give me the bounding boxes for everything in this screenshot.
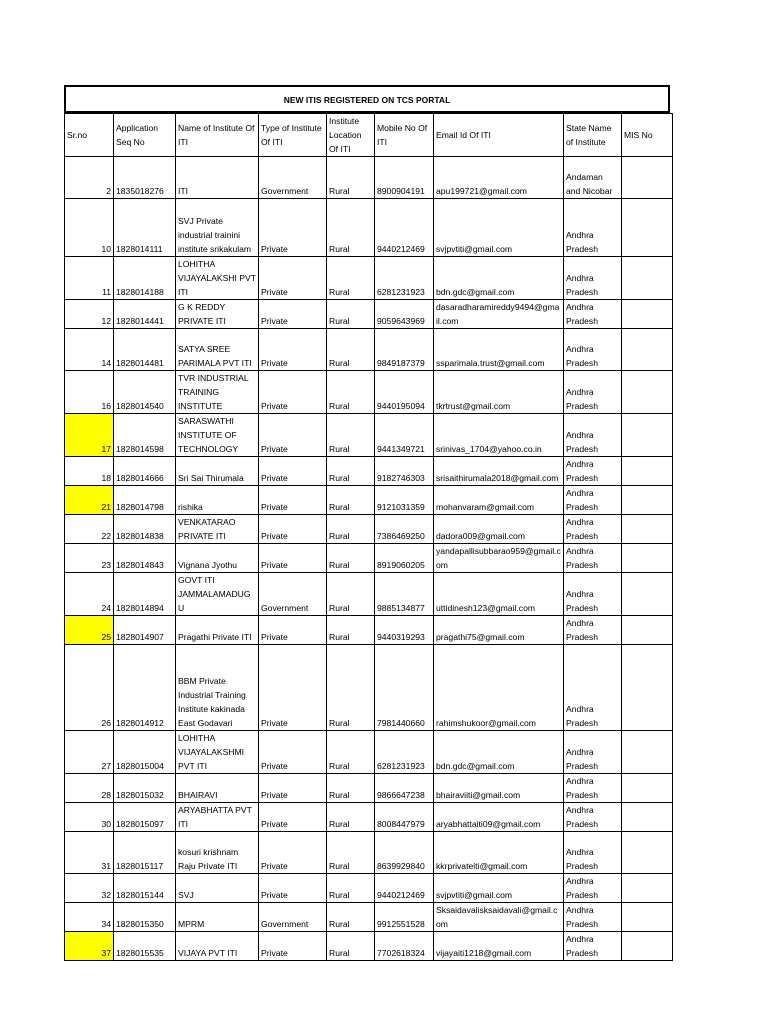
cell-srno: 10 (65, 199, 114, 257)
cell-name: VENKATARAO PRIVATE ITI (176, 515, 259, 544)
cell-email: kkrprivateiti@gmail.com (434, 832, 564, 874)
cell-name: G K REDDY PRIVATE ITI (176, 300, 259, 329)
cell-type: Private (259, 874, 327, 903)
cell-type: Private (259, 774, 327, 803)
table-row (65, 329, 673, 371)
cell-location: Rural (327, 803, 375, 832)
cell-mobile: 9121031359 (375, 486, 434, 515)
cell-seq: 1828014912 (114, 645, 176, 731)
cell-mobile: 9866647238 (375, 774, 434, 803)
cell-email: rahimshukoor@gmail.com (434, 645, 564, 731)
table-row (65, 486, 673, 515)
cell-seq: 1828014540 (114, 371, 176, 414)
cell-type: Government (259, 903, 327, 932)
cell-email: svjpvtiti@gmail.com (434, 874, 564, 903)
cell-name: SVJ Private industrial trainini institute srikakulam (176, 199, 259, 257)
cell-mobile: 6281231923 (375, 731, 434, 774)
cell-seq: 1828014838 (114, 515, 176, 544)
cell-location: Rural (327, 486, 375, 515)
cell-mobile: 8919060205 (375, 544, 434, 573)
header-type: Type of Institute Of ITI (259, 114, 327, 157)
cell-state: Andaman and Nicobar (564, 157, 622, 199)
table-row (65, 544, 673, 573)
sheet-title: NEW ITIS REGISTERED ON TCS PORTAL (64, 85, 670, 113)
table-row (65, 300, 673, 329)
table-row (65, 803, 673, 832)
table-row (65, 774, 673, 803)
cell-location: Rural (327, 932, 375, 961)
cell-state: Andhra Pradesh (564, 300, 622, 329)
cell-seq: 1828015097 (114, 803, 176, 832)
cell-name: VIJAYA PVT ITI (176, 932, 259, 961)
cell-type: Private (259, 544, 327, 573)
cell-type: Private (259, 199, 327, 257)
cell-location: Rural (327, 616, 375, 645)
cell-seq: 1835018276 (114, 157, 176, 199)
cell-state: Andhra Pradesh (564, 544, 622, 573)
cell-srno: 11 (65, 257, 114, 300)
cell-location: Rural (327, 832, 375, 874)
cell-mobile: 8008447979 (375, 803, 434, 832)
cell-seq: 1828015535 (114, 932, 176, 961)
cell-mis (622, 300, 673, 329)
cell-email: tkrtrust@gmail.com (434, 371, 564, 414)
cell-seq: 1828015117 (114, 832, 176, 874)
table-row (65, 731, 673, 774)
cell-type: Private (259, 932, 327, 961)
header-mis: MIS No (622, 114, 673, 157)
cell-seq: 1828014111 (114, 199, 176, 257)
cell-email: svjpvtiti@gmail.com (434, 199, 564, 257)
cell-type: Private (259, 371, 327, 414)
cell-seq: 1828015032 (114, 774, 176, 803)
cell-srno: 37 (65, 932, 114, 961)
cell-type: Private (259, 486, 327, 515)
cell-mobile: 8900904191 (375, 157, 434, 199)
table-body (65, 157, 673, 961)
table-row (65, 371, 673, 414)
cell-seq: 1828014843 (114, 544, 176, 573)
cell-mobile: 9441349721 (375, 414, 434, 457)
cell-mobile: 8639929840 (375, 832, 434, 874)
cell-srno: 28 (65, 774, 114, 803)
cell-mis (622, 515, 673, 544)
cell-srno: 16 (65, 371, 114, 414)
table-row (65, 515, 673, 544)
cell-location: Rural (327, 774, 375, 803)
cell-mis (622, 157, 673, 199)
cell-mis (622, 544, 673, 573)
cell-seq: 1828015144 (114, 874, 176, 903)
cell-email: bdn.gdc@gmail.com (434, 257, 564, 300)
cell-seq: 1828015350 (114, 903, 176, 932)
cell-type: Private (259, 257, 327, 300)
cell-mis (622, 371, 673, 414)
table-row (65, 457, 673, 486)
cell-email: srinivas_1704@yahoo.co.in (434, 414, 564, 457)
cell-name: Pragathi Private ITI (176, 616, 259, 645)
cell-name: kosuri krishnam Raju Private ITI (176, 832, 259, 874)
cell-type: Private (259, 414, 327, 457)
cell-location: Rural (327, 544, 375, 573)
cell-mis (622, 486, 673, 515)
cell-name: SARASWATHI INSTITUTE OF TECHNOLOGY (176, 414, 259, 457)
cell-location: Rural (327, 874, 375, 903)
cell-state: Andhra Pradesh (564, 832, 622, 874)
cell-email: aryabhattaiti09@gmail.com (434, 803, 564, 832)
cell-state: Andhra Pradesh (564, 515, 622, 544)
cell-seq: 1828014894 (114, 573, 176, 616)
cell-location: Rural (327, 199, 375, 257)
cell-mobile: 9059643969 (375, 300, 434, 329)
cell-location: Rural (327, 329, 375, 371)
cell-location: Rural (327, 457, 375, 486)
cell-mis (622, 616, 673, 645)
cell-state: Andhra Pradesh (564, 257, 622, 300)
cell-email: dadora009@gmail.com (434, 515, 564, 544)
cell-mobile: 9912551528 (375, 903, 434, 932)
cell-location: Rural (327, 645, 375, 731)
cell-state: Andhra Pradesh (564, 616, 622, 645)
table-row (65, 645, 673, 731)
cell-type: Private (259, 731, 327, 774)
cell-state: Andhra Pradesh (564, 573, 622, 616)
cell-name: GOVT ITI JAMMALAMADUGU (176, 573, 259, 616)
cell-location: Rural (327, 371, 375, 414)
cell-mobile: 7981440660 (375, 645, 434, 731)
cell-state: Andhra Pradesh (564, 486, 622, 515)
header-email: Email Id Of ITI (434, 114, 564, 157)
cell-mobile: 9849187379 (375, 329, 434, 371)
cell-seq: 1828014907 (114, 616, 176, 645)
cell-mis (622, 414, 673, 457)
cell-name: TVR INDUSTRIAL TRAINING INSTITUTE (176, 371, 259, 414)
cell-state: Andhra Pradesh (564, 199, 622, 257)
cell-email: bhairaviiti@gmail.com (434, 774, 564, 803)
cell-srno: 21 (65, 486, 114, 515)
cell-srno: 14 (65, 329, 114, 371)
cell-state: Andhra Pradesh (564, 803, 622, 832)
cell-mis (622, 932, 673, 961)
cell-email: apu199721@gmail.com (434, 157, 564, 199)
cell-location: Rural (327, 573, 375, 616)
cell-mobile: 9440212469 (375, 874, 434, 903)
cell-location: Rural (327, 903, 375, 932)
cell-email: bdn.gdc@gmail.com (434, 731, 564, 774)
cell-seq: 1828014798 (114, 486, 176, 515)
cell-type: Private (259, 803, 327, 832)
header-mobile: Mobile No Of ITI (375, 114, 434, 157)
cell-mobile: 9440212469 (375, 199, 434, 257)
cell-type: Private (259, 515, 327, 544)
cell-type: Government (259, 157, 327, 199)
cell-srno: 12 (65, 300, 114, 329)
cell-mis (622, 645, 673, 731)
cell-mobile: 9182746303 (375, 457, 434, 486)
cell-mis (622, 329, 673, 371)
cell-location: Rural (327, 257, 375, 300)
cell-srno: 30 (65, 803, 114, 832)
cell-seq: 1828014598 (114, 414, 176, 457)
cell-location: Rural (327, 157, 375, 199)
cell-state: Andhra Pradesh (564, 874, 622, 903)
cell-mobile: 9440319293 (375, 616, 434, 645)
cell-mobile: 7702618324 (375, 932, 434, 961)
cell-state: Andhra Pradesh (564, 371, 622, 414)
iti-table (64, 113, 673, 961)
table-row (65, 257, 673, 300)
cell-name: LOHITHA VIJAYALAKSHMI PVT ITI (176, 731, 259, 774)
cell-name: rishika (176, 486, 259, 515)
cell-mobile: 9885134877 (375, 573, 434, 616)
header-state: State Name of Institute (564, 114, 622, 157)
cell-srno: 27 (65, 731, 114, 774)
header-seq: Application Seq No (114, 114, 176, 157)
header-location: Institute Location Of ITI (327, 114, 375, 157)
cell-state: Andhra Pradesh (564, 457, 622, 486)
cell-email: yandapallisubbarao959@gmail.com (434, 544, 564, 573)
table-row (65, 932, 673, 961)
table-row (65, 832, 673, 874)
cell-mis (622, 903, 673, 932)
cell-email: ssparimala.trust@gmail.com (434, 329, 564, 371)
cell-name: ITI (176, 157, 259, 199)
cell-seq: 1828014441 (114, 300, 176, 329)
cell-seq: 1828014188 (114, 257, 176, 300)
cell-state: Andhra Pradesh (564, 932, 622, 961)
cell-srno: 25 (65, 616, 114, 645)
cell-seq: 1828014666 (114, 457, 176, 486)
cell-mobile: 9440195094 (375, 371, 434, 414)
cell-mis (622, 257, 673, 300)
cell-srno: 26 (65, 645, 114, 731)
cell-mis (622, 832, 673, 874)
cell-location: Rural (327, 414, 375, 457)
cell-email: dasaradharamireddy9494@gmail.com (434, 300, 564, 329)
table-row (65, 157, 673, 199)
cell-mis (622, 573, 673, 616)
cell-location: Rural (327, 300, 375, 329)
cell-name: Vignana Jyothu (176, 544, 259, 573)
header-row (65, 114, 673, 157)
cell-srno: 2 (65, 157, 114, 199)
table-row (65, 573, 673, 616)
cell-type: Private (259, 832, 327, 874)
cell-state: Andhra Pradesh (564, 645, 622, 731)
cell-mobile: 7386469250 (375, 515, 434, 544)
cell-srno: 31 (65, 832, 114, 874)
cell-type: Private (259, 645, 327, 731)
cell-srno: 24 (65, 573, 114, 616)
cell-state: Andhra Pradesh (564, 731, 622, 774)
cell-email: uttidinesh123@gmail.com (434, 573, 564, 616)
cell-mobile: 6281231923 (375, 257, 434, 300)
table-row (65, 199, 673, 257)
header-name: Name of Institute Of ITI (176, 114, 259, 157)
cell-state: Andhra Pradesh (564, 329, 622, 371)
cell-name: SVJ (176, 874, 259, 903)
cell-email: mohanvaram@gmail.com (434, 486, 564, 515)
table-row (65, 903, 673, 932)
cell-srno: 23 (65, 544, 114, 573)
cell-type: Private (259, 329, 327, 371)
cell-mis (622, 803, 673, 832)
cell-state: Andhra Pradesh (564, 903, 622, 932)
cell-name: Sri Sai Thirumala (176, 457, 259, 486)
cell-email: Sksaidavalisksaidavali@gmail.com (434, 903, 564, 932)
cell-email: srisaithirumala2018@gmail.com (434, 457, 564, 486)
cell-srno: 22 (65, 515, 114, 544)
cell-name: ARYABHATTA PVT ITI (176, 803, 259, 832)
cell-name: SATYA SREE PARIMALA PVT ITI (176, 329, 259, 371)
cell-srno: 32 (65, 874, 114, 903)
cell-type: Private (259, 300, 327, 329)
table-row (65, 874, 673, 903)
cell-srno: 34 (65, 903, 114, 932)
table-row (65, 616, 673, 645)
cell-type: Private (259, 616, 327, 645)
cell-location: Rural (327, 731, 375, 774)
cell-email: pragathi75@gmail.com (434, 616, 564, 645)
cell-mis (622, 199, 673, 257)
cell-mis (622, 774, 673, 803)
cell-type: Private (259, 457, 327, 486)
cell-name: MPRM (176, 903, 259, 932)
cell-mis (622, 874, 673, 903)
header-srno: Sr.no (65, 114, 114, 157)
cell-location: Rural (327, 515, 375, 544)
cell-name: LOHITHA VIJAYALAKSHI PVT ITI (176, 257, 259, 300)
cell-type: Government (259, 573, 327, 616)
cell-srno: 17 (65, 414, 114, 457)
cell-seq: 1828015004 (114, 731, 176, 774)
cell-mis (622, 731, 673, 774)
cell-seq: 1828014481 (114, 329, 176, 371)
cell-email: vijayaiti1218@gmail.com (434, 932, 564, 961)
table-row (65, 414, 673, 457)
cell-name: BBM Private Industrial Training Institute kakinada East Godavari (176, 645, 259, 731)
cell-state: Andhra Pradesh (564, 414, 622, 457)
cell-mis (622, 457, 673, 486)
cell-state: Andhra Pradesh (564, 774, 622, 803)
cell-name: BHAIRAVI (176, 774, 259, 803)
cell-srno: 18 (65, 457, 114, 486)
